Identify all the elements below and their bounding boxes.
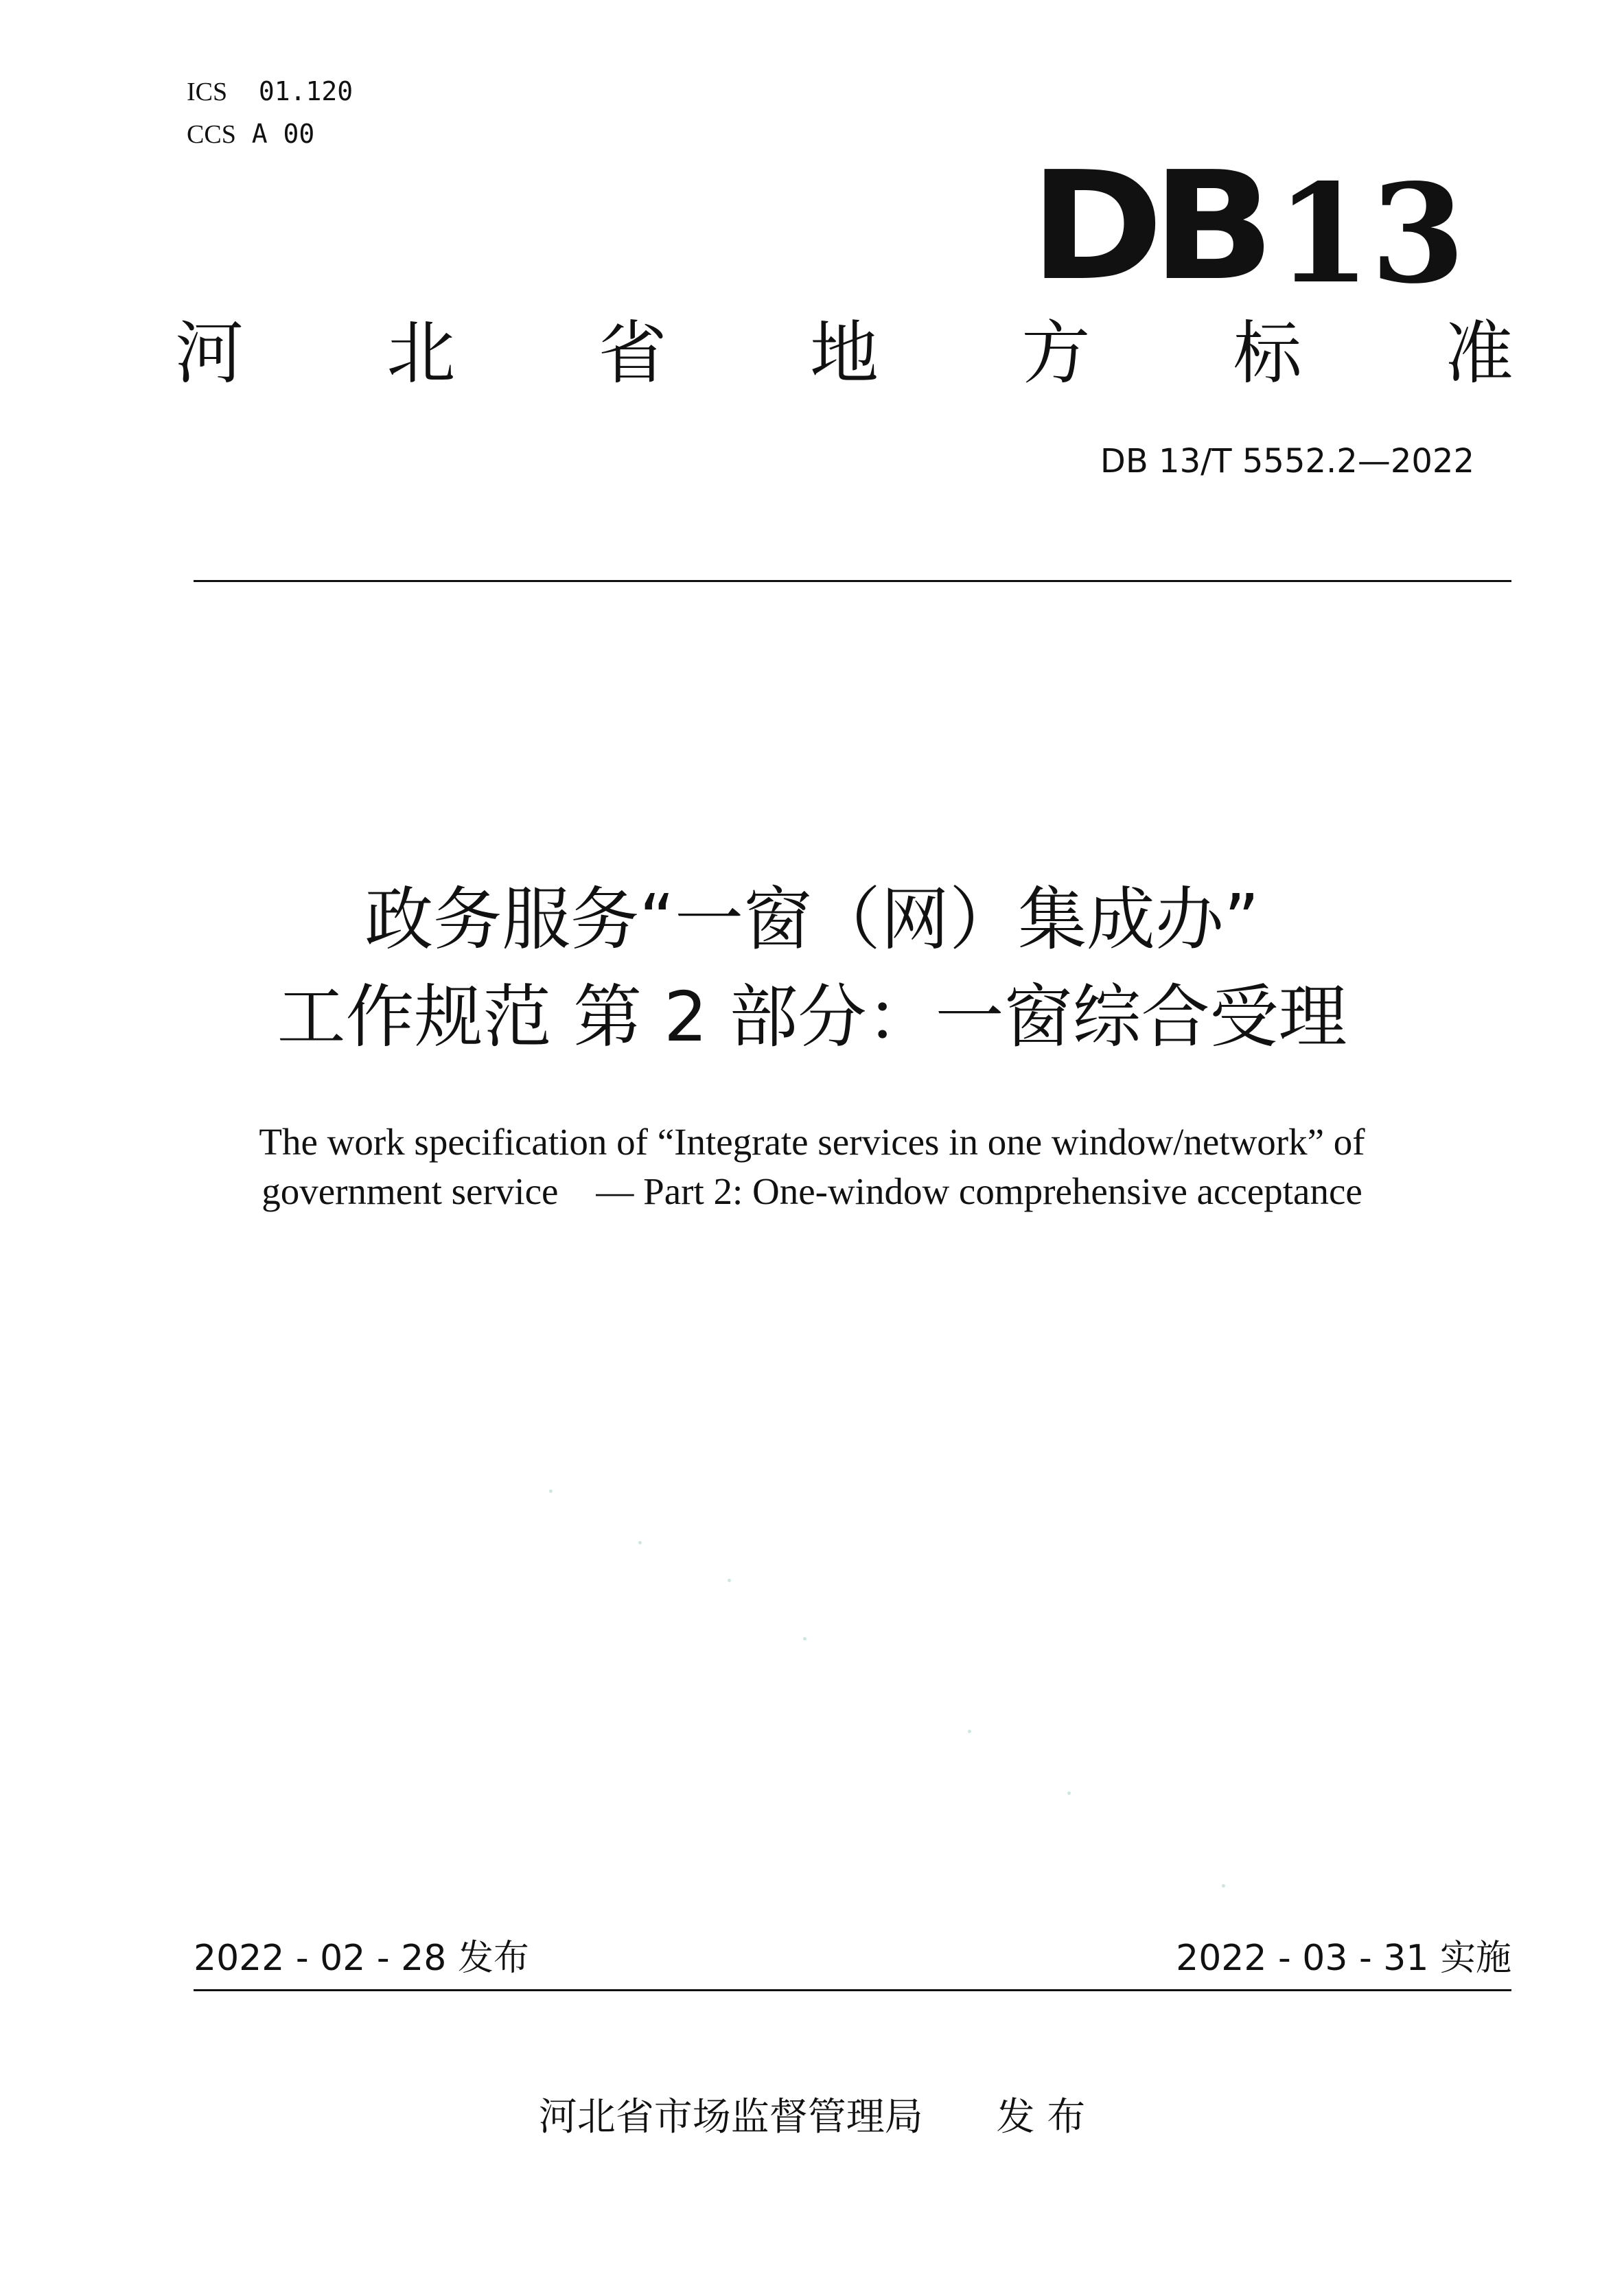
standard-type-char: 方	[1021, 313, 1091, 393]
standard-type-char: 标	[1233, 313, 1302, 393]
standard-type-heading	[175, 312, 1513, 395]
title-en-line2: government service — Part 2: One-window comprehensive acceptance	[262, 1170, 1362, 1212]
publisher-line	[0, 2094, 1624, 2142]
logo-db-text: DB	[1030, 140, 1264, 314]
publish-action: 发 布	[996, 2095, 1086, 2140]
standard-number: DB 13/T 5552.2—2022	[1100, 442, 1474, 480]
ccs-label: CCS	[187, 120, 236, 149]
header-divider	[194, 580, 1511, 582]
logo-region-code: 13	[1276, 154, 1465, 314]
standard-type-char: 地	[809, 313, 879, 393]
title-cn-line2: 工作规范 第 2 部分：一窗综合受理	[277, 977, 1347, 1057]
ccs-code-line	[187, 118, 314, 150]
title-cn-line1: 政务服务“一窗（网）集成办”	[364, 879, 1260, 960]
scan-speck	[1067, 1791, 1071, 1795]
standard-type-char: 河	[175, 313, 244, 393]
ics-code: 01.120	[258, 76, 353, 106]
scan-speck	[968, 1730, 971, 1733]
ics-label: ICS	[187, 78, 228, 106]
implementation-date: 2022 - 03 - 31 实施	[1176, 1938, 1511, 1979]
publisher-name: 河北省市场监督管理局	[538, 2095, 923, 2140]
standard-type-char: 北	[386, 313, 456, 393]
scan-speck	[638, 1541, 642, 1544]
title-en-line1: The work specification of “Integrate services in one window/network” of	[259, 1121, 1365, 1163]
scan-speck	[728, 1579, 731, 1582]
standard-type-char: 省	[598, 313, 667, 393]
standard-type-char: 准	[1444, 313, 1513, 393]
scan-speck	[1222, 1884, 1225, 1888]
scan-speck	[803, 1637, 807, 1640]
issue-date: 2022 - 02 - 28 发布	[194, 1938, 529, 1979]
db13-logo	[1030, 140, 1465, 314]
scan-speck	[549, 1489, 553, 1493]
ics-code-line	[187, 76, 353, 108]
footer-divider	[194, 1989, 1511, 1991]
ccs-code: A 00	[251, 119, 315, 149]
